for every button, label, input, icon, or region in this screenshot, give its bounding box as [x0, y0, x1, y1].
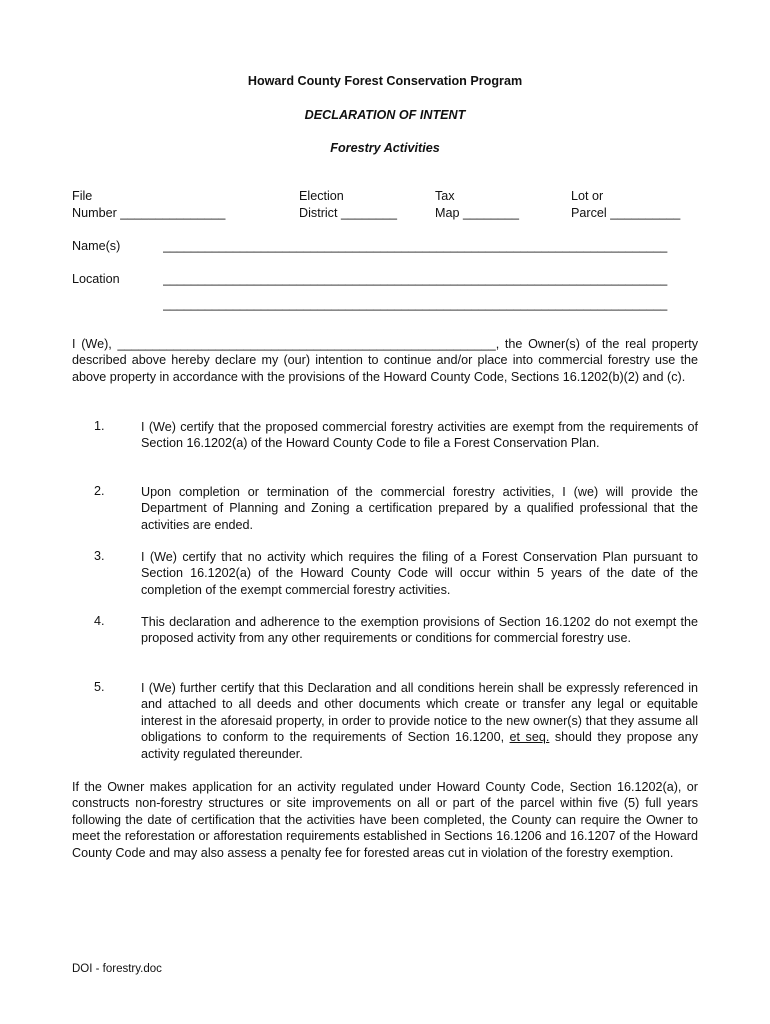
- tax-map-label-line1: Tax: [435, 189, 455, 203]
- file-number-field[interactable]: [72, 206, 225, 220]
- intro-lead: I (We),: [72, 337, 118, 351]
- tax-map-field[interactable]: [435, 206, 519, 220]
- item-1-number: 1.: [94, 419, 105, 433]
- intro-first-line-rest: , the Owner(s) of the real: [495, 337, 647, 351]
- election-district-field[interactable]: [299, 206, 397, 220]
- program-title: Howard County Forest Conservation Program: [247, 74, 523, 88]
- file-number-label-line1: File: [72, 189, 93, 203]
- owner-name-blank[interactable]: ______________________________________________________: [117, 337, 496, 351]
- item-5-text: [141, 680, 698, 762]
- election-district-label: District: [299, 206, 338, 220]
- closing-paragraph: If the Owner makes application for an activity regulated under Howard County Code, Section 16.1202(a), or constructs non-forestry structures or site improvements on all or part of the parcel within five (5) full years following the date of certification that the activities have been completed, the County can require the Owner to meet the reforestation or afforestation requirements established in Sections 16.1206 and 16.1207 of the Howard County Code and may also assess a penalty fee for forested areas cut in violation of the forestry exemption.: [72, 780, 698, 860]
- item-4-number: 4.: [94, 614, 105, 628]
- lot-parcel-label-line1: Lot or: [571, 189, 604, 203]
- names-blank[interactable]: ________________________________________________________________________: [163, 239, 668, 253]
- item-3-text: I (We) certify that no activity which requires the filing of a Forest Conservation Plan pursuant to Section 16.1202(a) of the Howard County Code will occur within 5 years of the date of the completion of the exempt commercial forestry activities.: [141, 550, 698, 597]
- file-number-label: Number: [72, 206, 117, 220]
- election-district-label-line1: Election: [299, 189, 344, 203]
- names-label: Name(s): [72, 239, 121, 253]
- item-5-text-before: I (We) further certify that this Declaration and all conditions herein shall be expressly referenced in and attached to all deeds and other documents which create or transfer any legal or equitable interest in the aforesaid property, in order to provide notice to the new owner(s) that they assume all obligations to conform to the requirements of Section 16.1200,: [141, 681, 698, 745]
- intro-continuation: property described above hereby declare my (our) intention to continue and/or place into commercial forestry use the above property in accordance with the provisions of the Howard County Code, Sections 16.1202(b)(2) and (c).: [72, 337, 698, 384]
- footer-filename: DOI - forestry.doc: [72, 963, 162, 975]
- item-2-number: 2.: [94, 484, 105, 498]
- item-2-text: Upon completion or termination of the commercial forestry activities, I (we) will provide the Department of Planning and Zoning a certification prepared by a qualified professional that the activities are ended.: [141, 485, 698, 532]
- item-5-et-seq: et seq.: [509, 730, 550, 745]
- lot-parcel-field[interactable]: [571, 206, 680, 220]
- tax-map-blank[interactable]: ________: [463, 206, 520, 220]
- item-1-text: I (We) certify that the proposed commercial forestry activities are exempt from the requirements of Section 16.1202(a) of the Howard County Code to file a Forest Conservation Plan.: [141, 420, 698, 451]
- tax-map-label: Map: [435, 206, 460, 220]
- document-subtitle: Forestry Activities: [330, 141, 440, 155]
- document-title: DECLARATION OF INTENT: [304, 108, 466, 122]
- location-blank-line1[interactable]: ________________________________________________________________________: [163, 272, 668, 286]
- item-5-text-after: should they propose any activity regulated thereunder.: [141, 730, 698, 761]
- intro-paragraph: [72, 336, 698, 385]
- location-label: Location: [72, 272, 120, 286]
- location-blank-line2[interactable]: ________________________________________________________________________: [163, 297, 668, 311]
- item-3-number: 3.: [94, 549, 105, 563]
- item-4-text: This declaration and adherence to the exemption provisions of Section 16.1202 do not exempt the proposed activity from any other requirements or conditions for commercial forestry use.: [141, 615, 698, 646]
- lot-parcel-label: Parcel: [571, 206, 607, 220]
- item-5-number: 5.: [94, 680, 105, 694]
- lot-parcel-blank[interactable]: __________: [610, 206, 681, 220]
- file-number-blank[interactable]: _______________: [120, 206, 226, 220]
- election-district-blank[interactable]: ________: [340, 206, 398, 220]
